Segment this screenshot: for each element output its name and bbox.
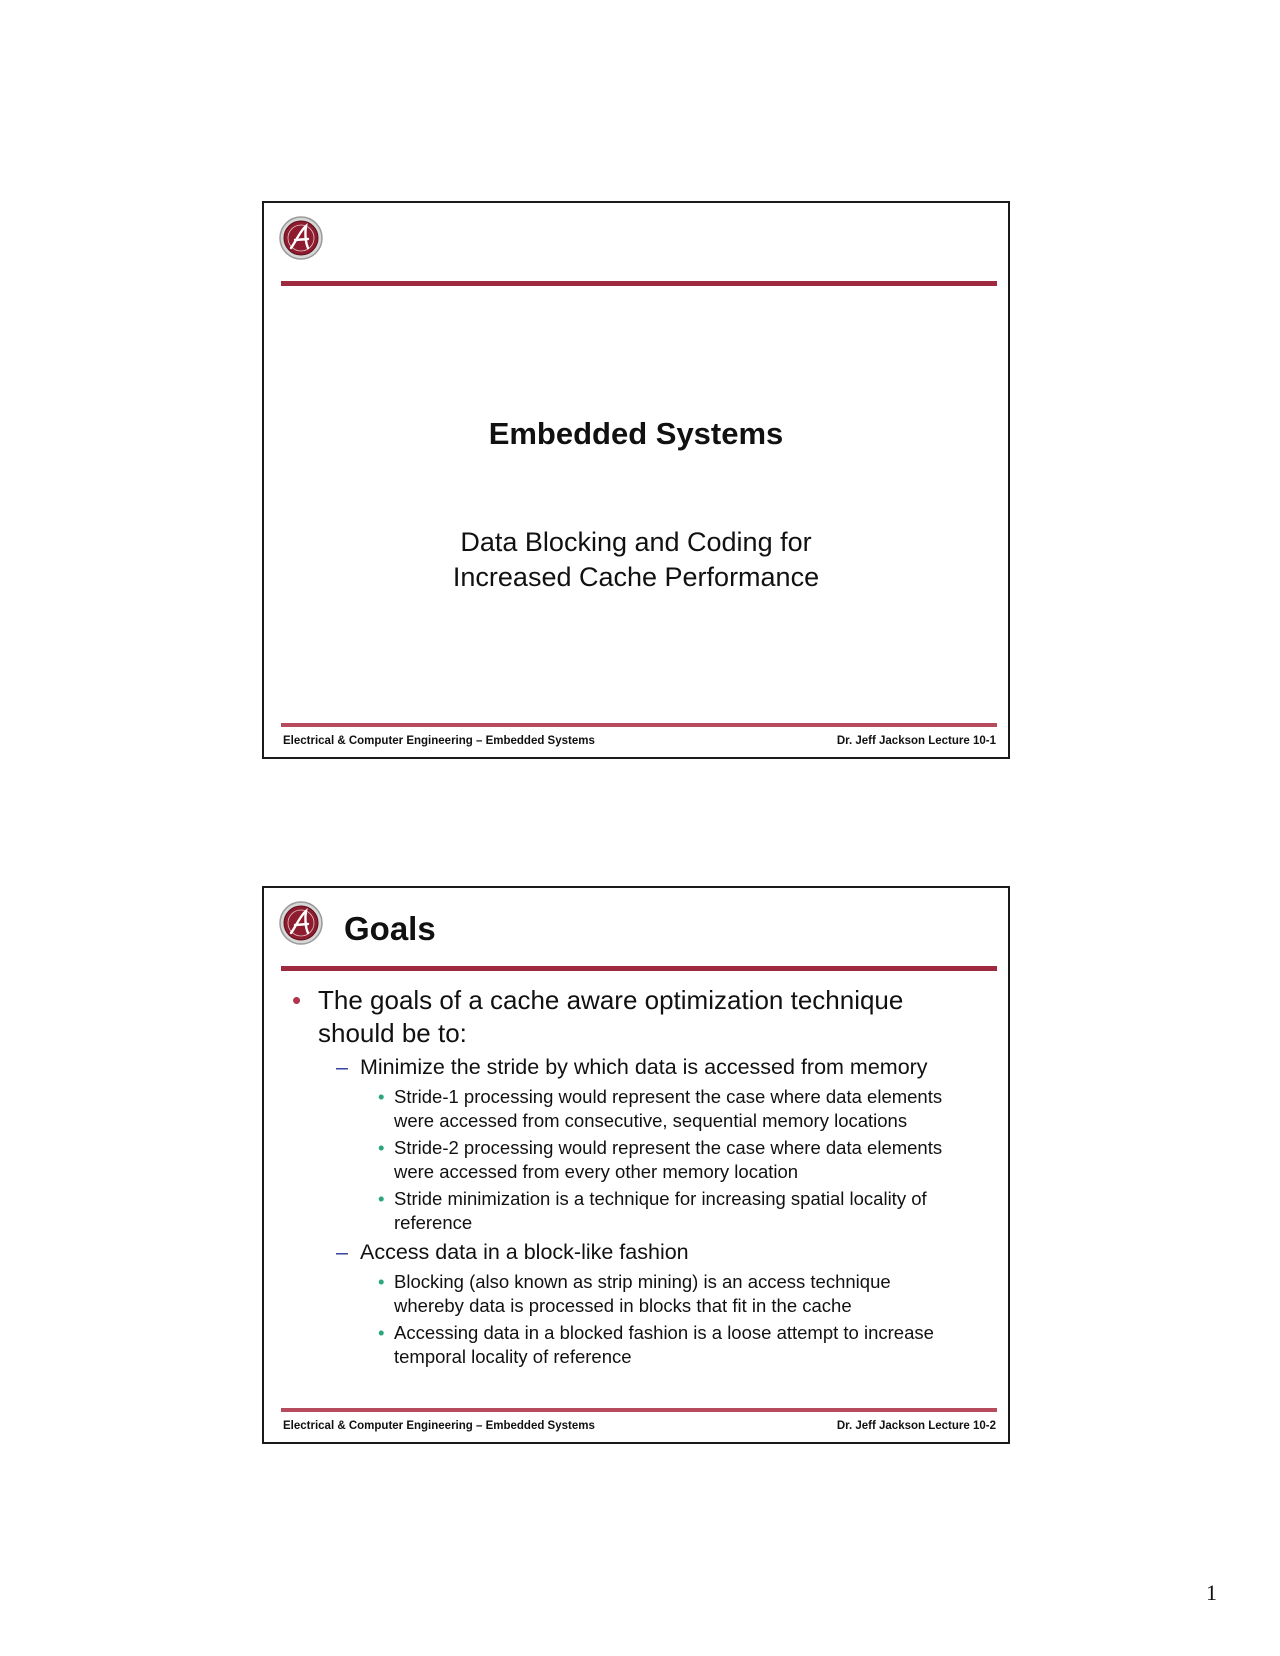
slide-heading: Goals — [344, 910, 436, 947]
point-line: reference — [394, 1212, 473, 1233]
dash-icon: – — [336, 1055, 348, 1079]
point-line: Stride minimization is a technique for increasing spatial locality of — [394, 1188, 927, 1209]
point — [288, 1270, 988, 1318]
subtitle-line: Data Blocking and Coding for — [460, 527, 812, 557]
slide-2 — [262, 886, 1010, 1444]
bullet-icon: • — [378, 1086, 385, 1107]
footer-course: Electrical & Computer Engineering – Embedded Systems — [283, 1420, 595, 1432]
bullet-icon: • — [292, 985, 302, 1015]
point — [288, 1187, 988, 1235]
university-logo-icon — [278, 215, 324, 261]
point-line: whereby data is processed in blocks that fit in the cache — [394, 1295, 852, 1316]
point-line: Blocking (also known as strip mining) is an access technique — [394, 1271, 891, 1292]
dash-icon: – — [336, 1240, 348, 1264]
point — [288, 1321, 988, 1369]
bullet-icon: • — [378, 1188, 385, 1209]
point-line: Stride-2 processing would represent the case where data elements — [394, 1137, 943, 1158]
footer-course: Electrical & Computer Engineering – Embedded Systems — [283, 735, 595, 747]
point — [288, 1136, 988, 1184]
point — [288, 1085, 988, 1133]
bullet-icon: • — [378, 1322, 385, 1343]
bullet-icon: • — [378, 1271, 385, 1292]
bullet-text-line: The goals of a cache aware optimization technique — [318, 985, 904, 1015]
footer-rule — [281, 1408, 997, 1412]
slide-subtitle — [264, 525, 1008, 595]
bullet-text-line: should be to: — [318, 1018, 467, 1048]
university-logo-icon — [278, 900, 324, 946]
page-number: 1 — [1206, 1580, 1217, 1605]
sub-item-text: Minimize the stride by which data is accessed from memory — [360, 1055, 928, 1079]
point-line: temporal locality of reference — [394, 1346, 632, 1367]
sub-item — [288, 1237, 988, 1267]
header-rule — [281, 281, 997, 286]
point-line: Accessing data in a blocked fashion is a loose attempt to increase — [394, 1322, 934, 1343]
footer-lecture: Dr. Jeff Jackson Lecture 10-2 — [836, 1420, 996, 1432]
slide-title: Embedded Systems — [488, 416, 784, 451]
footer-rule — [281, 723, 997, 727]
point-line: were accessed from consecutive, sequential memory locations — [394, 1110, 908, 1131]
bullet-main — [288, 984, 988, 1050]
sub-item — [288, 1052, 988, 1082]
sub-item-text: Access data in a block-like fashion — [360, 1240, 689, 1264]
point-line: were accessed from every other memory location — [394, 1161, 799, 1182]
subtitle-line: Increased Cache Performance — [452, 562, 820, 592]
footer-lecture: Dr. Jeff Jackson Lecture 10-1 — [836, 735, 996, 747]
point-line: Stride-1 processing would represent the case where data elements — [394, 1086, 943, 1107]
bullet-icon: • — [378, 1137, 385, 1158]
header-rule — [281, 966, 997, 971]
slide-1 — [262, 201, 1010, 759]
slide-content — [288, 984, 988, 1369]
